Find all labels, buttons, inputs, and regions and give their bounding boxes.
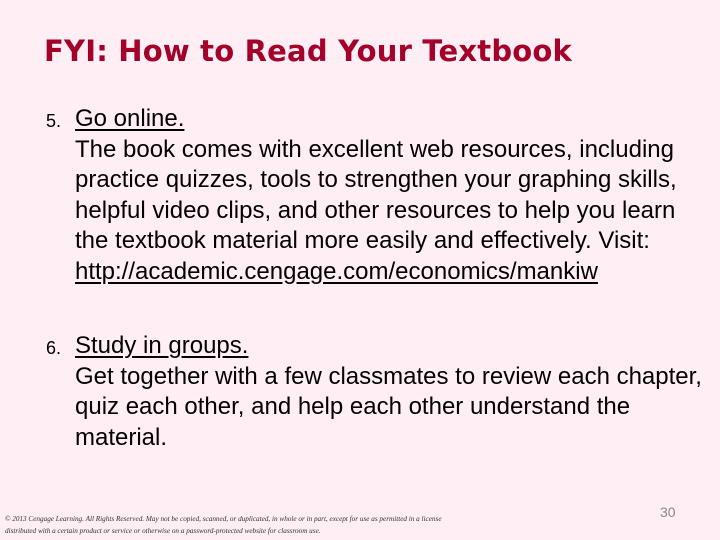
- item-body: [75, 104, 706, 287]
- item-body: [75, 331, 706, 453]
- list-item-study-groups: [46, 331, 706, 461]
- resource-link[interactable]: http://academic.cengage.com/economics/mankiw: [75, 257, 598, 285]
- item-description: Get together with a few classmates to review each chapter, quiz each other, and help each other understand the material.: [75, 362, 702, 451]
- slide-title: FYI: How to Read Your Textbook: [44, 34, 573, 68]
- item-description: The book comes with excellent web resources, including practice quizzes, tools to strengthen your graphing skills, helpful video clips, and other resources to help you learn the textbook material more easily and effectively. Visit:: [75, 135, 677, 254]
- page-number: 30: [660, 504, 676, 520]
- item-number: 5.: [46, 111, 62, 131]
- list-item-go-online: [46, 104, 706, 324]
- copyright-notice: © 2013 Cengage Learning. All Rights Reserved. May not be copied, scanned, or duplicated, in whole or in part, except for use as permitted in a license distributed with a certain product or service or otherwise on a password-protected website for classroom use.: [5, 515, 442, 535]
- item-text: [75, 135, 706, 288]
- item-heading: Go online.: [75, 105, 185, 132]
- item-heading: Study in groups.: [75, 332, 249, 359]
- item-number: 6.: [46, 338, 62, 358]
